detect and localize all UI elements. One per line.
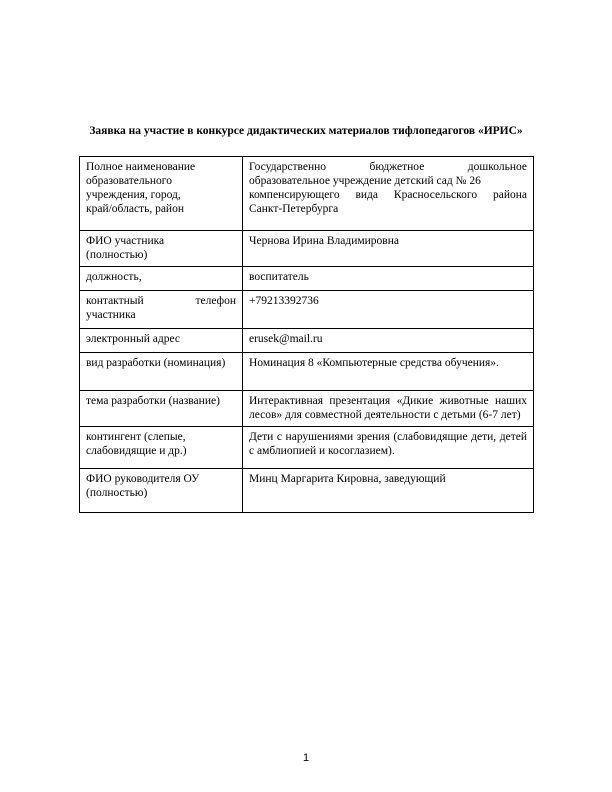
page-number: 1 xyxy=(302,752,310,764)
label-line: электронный адрес xyxy=(86,333,180,345)
label-line: контингент (слепые, xyxy=(86,431,186,443)
value-line: Минц Маргарита Кировна, заведующий xyxy=(249,473,446,485)
label-line: образовательного xyxy=(86,175,172,187)
value-cell xyxy=(243,267,534,291)
label-line: слабовидящие и др.) xyxy=(86,445,187,457)
label-cell xyxy=(80,469,243,513)
table-row xyxy=(80,157,534,231)
table-row xyxy=(80,469,534,513)
table-row xyxy=(80,427,534,469)
value-line: Интерактивная презентация «Дикие животные наших xyxy=(249,395,527,407)
value-line: Государственно бюджетное дошкольное xyxy=(249,161,527,173)
value-line: компенсирующего вида Красносельского района xyxy=(249,189,527,201)
label-cell xyxy=(80,353,243,391)
label-line: ФИО руководителя ОУ xyxy=(86,473,200,485)
label-cell xyxy=(80,391,243,427)
label-line: учреждения, город, xyxy=(86,189,181,201)
value-cell xyxy=(243,391,534,427)
table-row xyxy=(80,267,534,291)
label-cell xyxy=(80,157,243,231)
label-line: ФИО участника xyxy=(86,235,165,247)
table-row xyxy=(80,353,534,391)
label-line: (полностью) xyxy=(86,249,148,261)
label-cell xyxy=(80,329,243,353)
label-cell xyxy=(80,231,243,267)
value-cell xyxy=(243,427,534,469)
label-cell xyxy=(80,267,243,291)
value-line: +79213392736 xyxy=(249,295,319,307)
value-cell xyxy=(243,329,534,353)
value-cell xyxy=(243,353,534,391)
document-title: Заявка на участие в конкурсе дидактических материалов тифлопедагогов «ИРИС» xyxy=(89,125,523,137)
application-form-table xyxy=(79,156,534,513)
label-line: Полное наименование xyxy=(86,161,196,173)
label-line: тема разработки (название) xyxy=(86,395,220,407)
label-cell xyxy=(80,291,243,329)
value-line: образовательное учреждение детский сад № 26 xyxy=(249,175,481,187)
table-row xyxy=(80,391,534,427)
value-cell xyxy=(243,291,534,329)
value-line: Чернова Ирина Владимировна xyxy=(249,235,399,247)
value-cell xyxy=(243,157,534,231)
value-cell xyxy=(243,231,534,267)
value-line: лесов» для совместной деятельности с детьми (6-7 лет) xyxy=(249,409,521,421)
label-line: контактный телефон xyxy=(86,295,236,307)
value-line: с амблиопией и косоглазием). xyxy=(249,445,395,457)
label-line: край/область, район xyxy=(86,203,184,215)
label-line: вид разработки (номинация) xyxy=(86,357,226,369)
label-line: (полностью) xyxy=(86,487,148,499)
table-row xyxy=(80,329,534,353)
value-line: erusek@mail.ru xyxy=(249,333,323,345)
table-row xyxy=(80,231,534,267)
label-cell xyxy=(80,427,243,469)
table-row xyxy=(80,291,534,329)
label-line: должность, xyxy=(86,271,142,283)
value-cell xyxy=(243,469,534,513)
label-line: участника xyxy=(86,309,136,321)
value-line: Номинация 8 «Компьютерные средства обучения». xyxy=(249,357,499,369)
value-line: Дети с нарушениями зрения (слабовидящие дети, детей xyxy=(249,431,527,443)
value-line: воспитатель xyxy=(249,271,309,283)
value-line: Санкт-Петербурга xyxy=(249,203,339,215)
